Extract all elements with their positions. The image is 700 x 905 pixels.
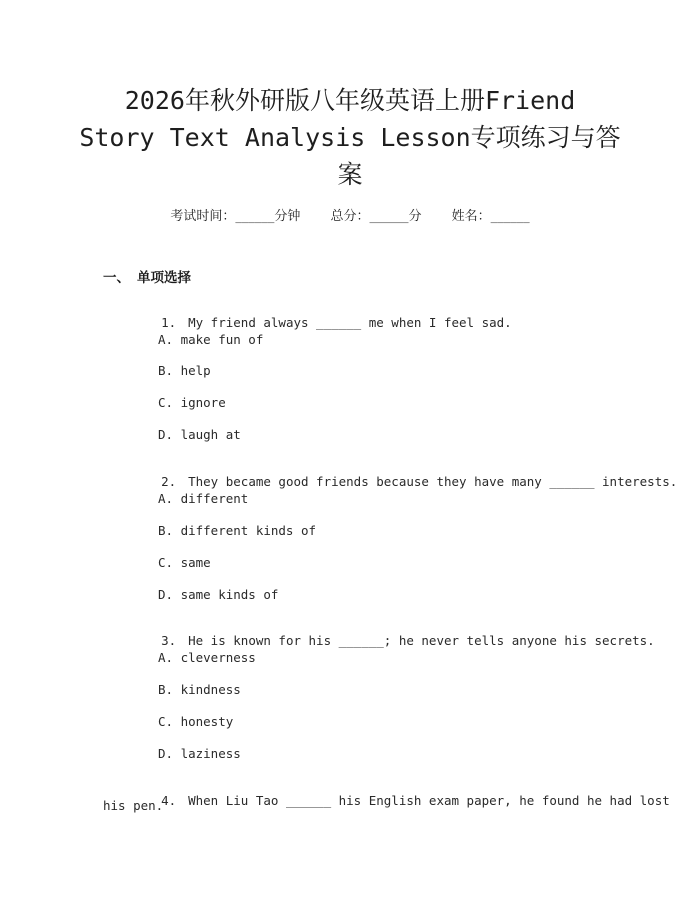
q2-option-a: A. different bbox=[158, 491, 249, 506]
title-line-1: 2026年秋外研版八年级英语上册Friend bbox=[124, 86, 576, 115]
q2-option-b: B. different kinds of bbox=[158, 523, 317, 538]
question-4-continued: his pen. bbox=[103, 798, 164, 813]
q2-option-c: C. same bbox=[158, 555, 211, 570]
q3-option-a: A. cleverness bbox=[158, 650, 256, 665]
q3-option-d: D. laziness bbox=[158, 746, 241, 761]
section-number: 一、 bbox=[103, 270, 130, 286]
question-text: They became good friends because they have many ______ interests. bbox=[188, 474, 678, 489]
q1-option-c: C. ignore bbox=[158, 395, 226, 410]
question-number: 3. bbox=[161, 633, 177, 648]
student-name-field: 姓名：______ bbox=[451, 209, 530, 224]
question-text: When Liu Tao ______ his English exam paper, he found he had lost bbox=[188, 793, 670, 808]
section-heading bbox=[103, 266, 191, 286]
page-title bbox=[70, 82, 630, 193]
section-title: 单项选择 bbox=[137, 270, 191, 286]
title-line-2: Story Text Analysis Lesson专项练习与答 bbox=[79, 123, 621, 152]
question-4 bbox=[131, 778, 670, 823]
q3-option-c: C. honesty bbox=[158, 714, 234, 729]
total-score-field: 总分：______分 bbox=[330, 209, 422, 224]
question-number: 4. bbox=[161, 793, 177, 808]
exam-info bbox=[0, 205, 700, 224]
q2-option-d: D. same kinds of bbox=[158, 587, 279, 602]
q1-option-a: A. make fun of bbox=[158, 332, 264, 347]
title-line-3: 案 bbox=[337, 160, 363, 189]
question-number: 1. bbox=[161, 315, 177, 330]
q1-option-d: D. laugh at bbox=[158, 427, 241, 442]
exam-time-field: 考试时间：______分钟 bbox=[170, 209, 301, 224]
question-text: He is known for his ______; he never tells anyone his secrets. bbox=[188, 633, 655, 648]
question-number: 2. bbox=[161, 474, 177, 489]
q3-option-b: B. kindness bbox=[158, 682, 241, 697]
q1-option-b: B. help bbox=[158, 363, 211, 378]
question-text: My friend always ______ me when I feel sad. bbox=[188, 315, 512, 330]
